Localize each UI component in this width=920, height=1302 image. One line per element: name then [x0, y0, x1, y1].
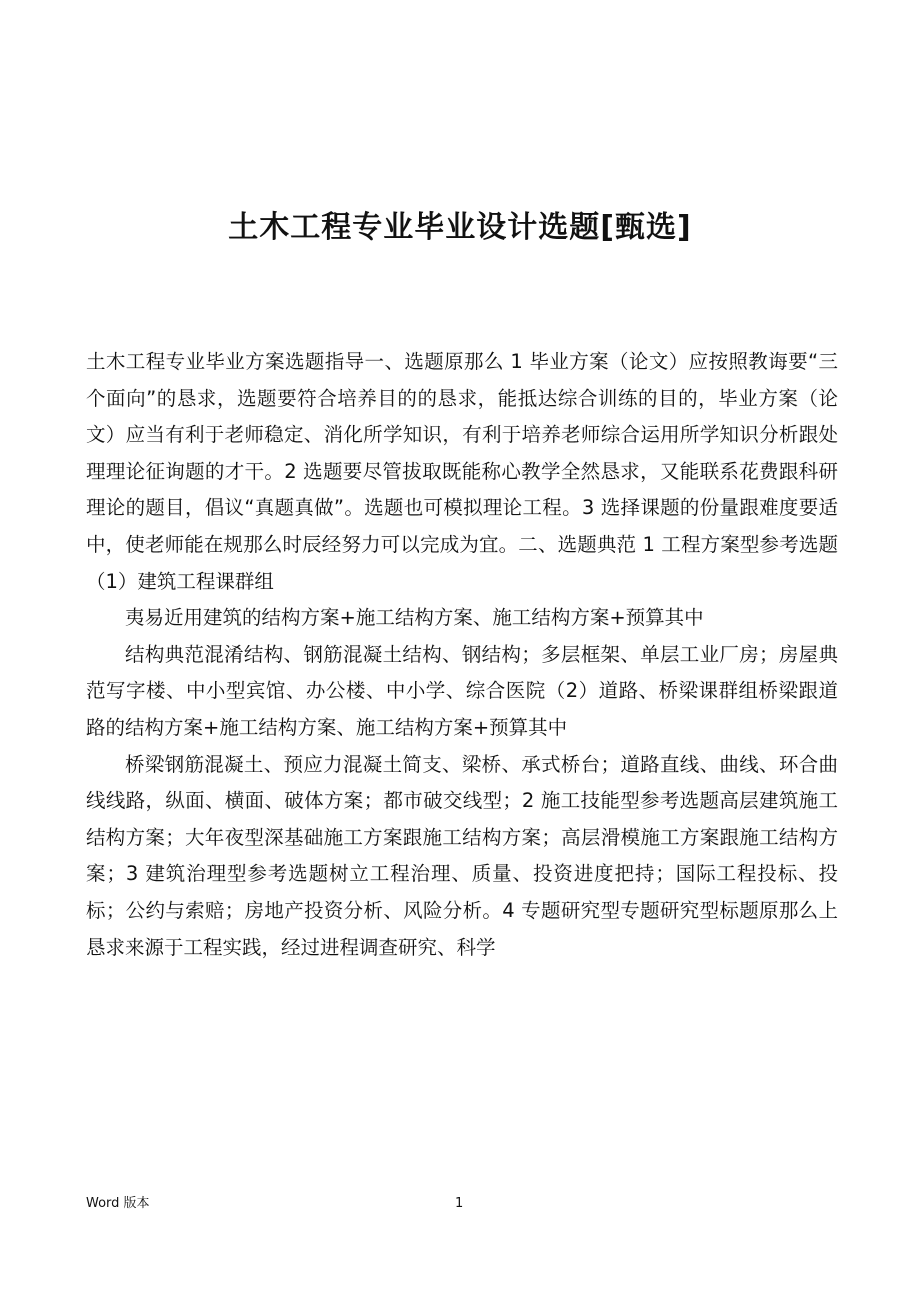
footer-page-number: 1	[455, 1196, 464, 1211]
paragraph-3: 结构典范混淆结构、钢筋混凝土结构、钢结构；多层框架、单层工业厂房；房屋典范写字楼、中小型宾馆、办公楼、中小学、综合医院（2）道路、桥梁课群组桥梁跟道路的结构方案+施工结构方案、施工结构方案+预算其中	[86, 642, 838, 739]
footer-version-label: Word 版本	[86, 1196, 150, 1211]
document-title: 土木工程专业毕业设计选题[甄选]	[228, 210, 692, 245]
paragraph-4: 桥梁钢筋混凝土、预应力混凝土简支、梁桥、承式桥台；道路直线、曲线、环合曲线线路，纵面、横面、破体方案；都市破交线型；2 施工技能型参考选题高层建筑施工结构方案；大年夜型深基础施工方案跟施工结构方案；高层滑模施工方案跟施工结构方案；3 建筑治理型参考选题树立工程治理、质量、投资进度把持；国际工程投标、投标；公约与索赔；房地产投资分析、风险分析。4 专题研究型专题研究型标题原那么上恳求来源于工程实践，经过进程调查研究、科学	[86, 752, 838, 959]
paragraph-2: 夷易近用建筑的结构方案+施工结构方案、施工结构方案+预算其中	[125, 606, 704, 630]
document-body	[86, 344, 838, 966]
paragraph-1: 土木工程专业毕业方案选题指导一、选题原那么 1 毕业方案（论文）应按照教诲要“三个面向”的恳求，选题要符合培养目的的恳求，能抵达综合训练的目的，毕业方案（论文）应当有利于老师稳定、消化所学知识，有利于培养老师综合运用所学知识分析跟处理理论征询题的才干。2 选题要尽管拔取既能称心教学全然恳求，又能联系花费跟科研理论的题目，倡议“真题真做”。选题也可模拟理论工程。3 选择课题的份量跟难度要适中，使老师能在规那么时辰经努力可以完成为宜。二、选题典范 1 工程方案型参考选题（1）建筑工程课群组	[86, 350, 839, 593]
